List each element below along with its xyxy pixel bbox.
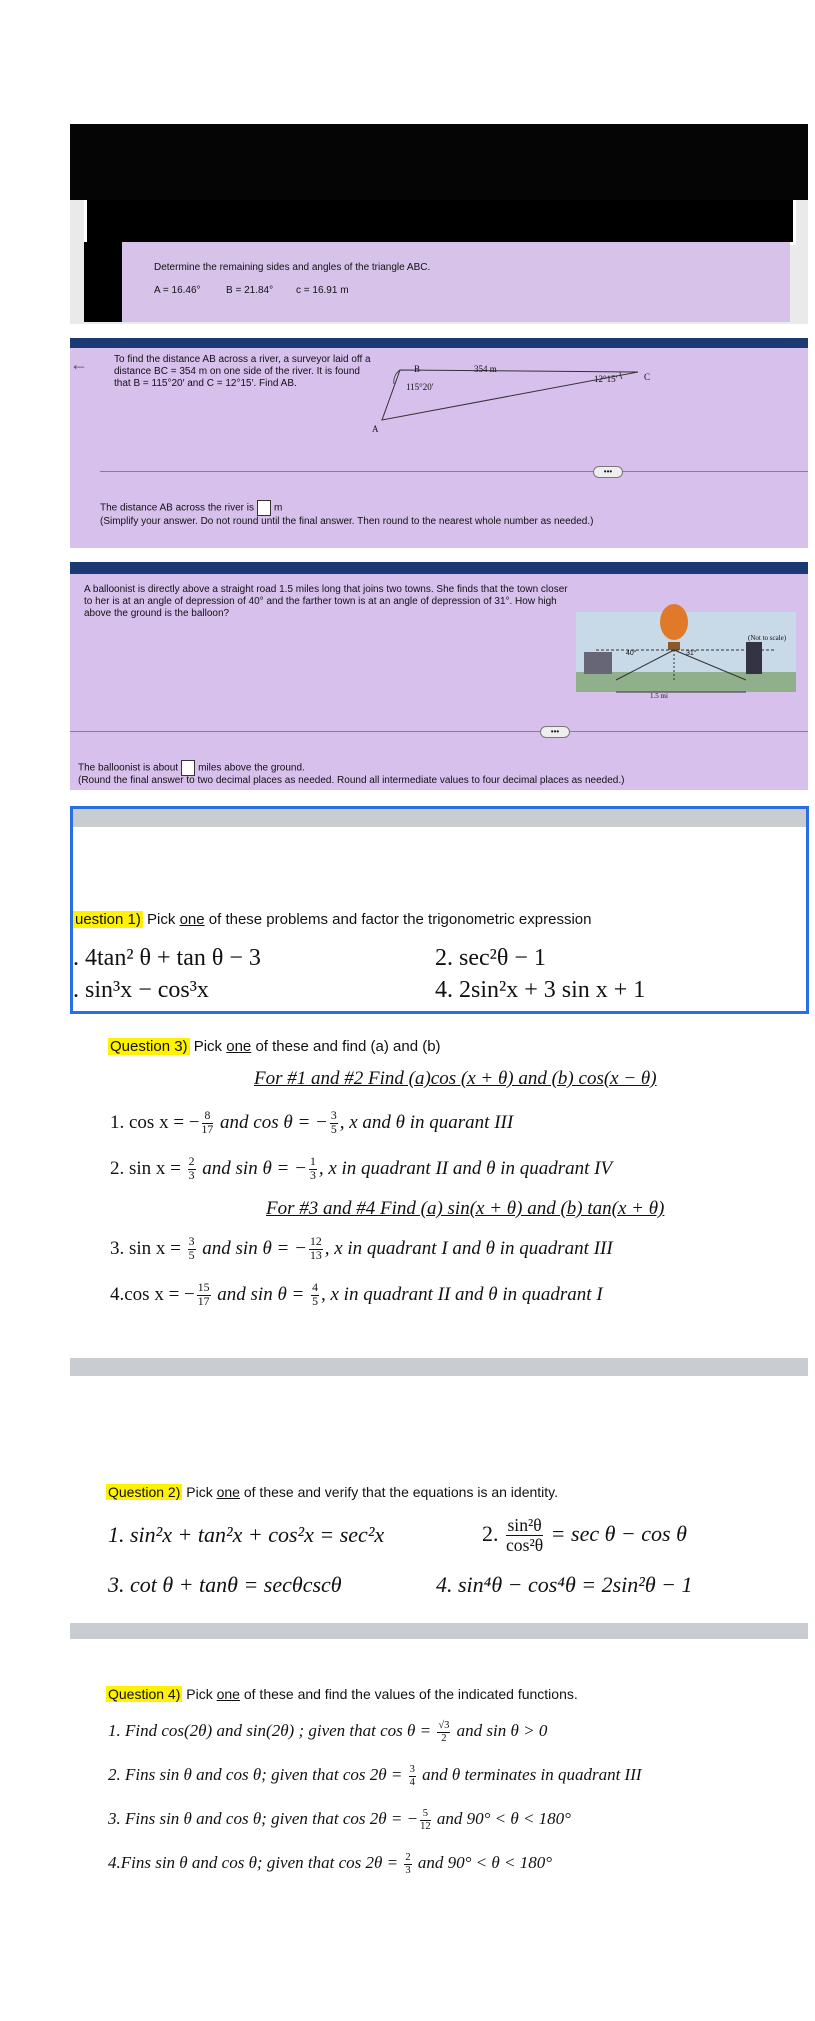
back-arrow-icon[interactable]: ← <box>70 354 88 374</box>
diagram-angle-40: 40° <box>626 650 637 657</box>
question-3-section <box>70 1010 808 1360</box>
q3-heading-2: For #3 and #4 Find (a) sin(x + θ) and (b) tan(x + θ) <box>266 1198 665 1219</box>
q1-problem-2: 2. sec²θ − 1 <box>435 945 546 971</box>
q1-text-a: Pick <box>147 911 176 928</box>
q2-text-b: of these and verify that the equations is an identity. <box>243 1484 559 1500</box>
diagram-distance: 1.5 mi <box>650 692 668 700</box>
q3-item-3: 3. sin x = $\frac{3}{5}$ and sin θ = − $\frac{12}{13}$ , x in quadrant I and θ in quadrant III <box>110 1235 613 1262</box>
q3-heading-1: For #1 and #2 Find (a)cos (x + θ) and (b) cos(x − θ) <box>254 1068 657 1089</box>
diagram-label-a: A <box>372 424 379 434</box>
panel1-prompt: Determine the remaining sides and angles of the triangle ABC. <box>154 262 431 273</box>
answer-input-height[interactable] <box>181 760 195 776</box>
question-3-label: Question 3) <box>110 1038 188 1055</box>
q3-item-1: 1. cos x = − $\frac{8}{17}$ and cos θ = − $\frac{3}{5}$ , x and θ in quarant III <box>110 1109 514 1136</box>
diagram-side-bc: 354 m <box>474 364 497 374</box>
panel3-instruction: (Round the final answer to two decimal places as needed. Round all intermediate values to four decimal places as needed.) <box>78 775 625 786</box>
panel2-problem: To find the distance AB across a river, a surveyor laid off a distance BC = 354 m on one side of the river. It is found that B = 115°20′ and C = 12°15′. Find AB. <box>114 354 371 389</box>
more-button[interactable]: ••• <box>593 466 623 478</box>
q1-problem-3: . sin³x − cos³x <box>73 977 209 1003</box>
q2-problem-2: 2. $\frac{\text{sin²θ}}{\text{cos²θ}}$ = sec θ − cos θ <box>482 1515 687 1556</box>
question-4-section <box>70 1640 808 1900</box>
panel1-angle-a: A = 16.46° <box>154 285 201 296</box>
q2-text-a: Pick <box>186 1484 213 1500</box>
q4-item-4: 4.Fins sin θ and cos θ; given that cos 2θ = $\frac{2}{3}$ and 90° < θ < 180° <box>108 1852 552 1876</box>
question-2-label: Question 2) <box>108 1484 181 1500</box>
q4-item-1: 1. Find cos(2θ) and sin(2θ) ; given that cos θ = $\frac{√3}{2}$ and sin θ > 0 <box>108 1720 548 1744</box>
q3-text-a: Pick <box>193 1038 223 1055</box>
diagram-label-b: B <box>414 364 421 374</box>
panel2-instruction: (Simplify your answer. Do not round until the final answer. Then round to the nearest whole number as needed.) <box>100 516 594 527</box>
panel3-answer-prefix: The balloonist is about <box>78 762 179 774</box>
top-black-band <box>70 124 808 200</box>
question-4-label: Question 4) <box>108 1686 181 1702</box>
q2-problem-3: 3. cot θ + tanθ = secθcscθ <box>108 1572 342 1597</box>
q3-item-4: 4.cos x = − $\frac{15}{17}$ and sin θ = $\frac{4}{5}$ , x in quadrant II and θ in quadrant I <box>110 1281 603 1308</box>
diagram-angle-31: 31° <box>686 650 697 657</box>
question-1-label: uestion 1) <box>75 911 141 928</box>
q3-text-b: of these and find (a) and (b) <box>255 1038 441 1055</box>
diagram-angle-b: 115°20′ <box>406 382 434 392</box>
section-divider <box>70 1623 808 1639</box>
q2-problem-1: 1. sin²x + tan²x + cos²x = sec²x <box>108 1522 385 1547</box>
q3-item-2: 2. sin x = $\frac{2}{3}$ and sin θ = − $\frac{1}{3}$ , x in quadrant II and θ in quadrant IV <box>110 1155 613 1182</box>
panel1-side-c: c = 16.91 m <box>296 285 349 296</box>
divider-line <box>100 471 808 472</box>
q2-problem-4: 4. sin⁴θ − cos⁴θ = 2sin²θ − 1 <box>436 1572 693 1597</box>
q3-text-one: one <box>226 1038 252 1055</box>
screenshot-panel-1 <box>70 200 808 324</box>
q4-text-a: Pick <box>186 1686 213 1702</box>
q1-problem-1: . 4tan² θ + tan θ − 3 <box>73 945 261 971</box>
section-divider <box>70 1358 808 1376</box>
panel3-problem: A balloonist is directly above a straight road 1.5 miles long that joins two towns. She finds that the town closer to her is at an angle of depression of 40° and the farther town is at an angle of depression of 31°. How high above the ground is the balloon? <box>84 584 568 619</box>
q4-item-3: 3. Fins sin θ and cos θ; given that cos 2θ = − $\frac{5}{12}$ and 90° < θ < 180° <box>108 1808 571 1832</box>
diagram-angle-c: 12°15′ <box>594 374 618 384</box>
q4-item-2: 2. Fins sin θ and cos θ; given that cos 2θ = $\frac{3}{4}$ and θ terminates in quadrant III <box>108 1764 642 1788</box>
answer-input-distance[interactable] <box>257 500 271 516</box>
q2-text-one: one <box>216 1484 240 1500</box>
question-2-section <box>70 1380 808 1630</box>
panel2-answer-unit: m <box>273 502 283 514</box>
diagram-label-c: C <box>644 372 651 382</box>
screenshot-panel-3 <box>70 562 808 790</box>
panel2-answer-prefix: The distance AB across the river is <box>100 502 254 514</box>
q1-text-b: of these problems and factor the trigonometric expression <box>208 911 592 928</box>
q1-problem-4: 4. 2sin²x + 3 sin x + 1 <box>435 977 646 1003</box>
panel1-angle-b: B = 21.84° <box>226 285 274 296</box>
not-to-scale-label: (Not to scale) <box>748 634 787 642</box>
q1-text-one: one <box>179 911 205 928</box>
question-1-header-band <box>73 809 806 827</box>
q4-text-one: one <box>216 1686 240 1702</box>
q4-text-b: of these and find the values of the indicated functions. <box>243 1686 578 1702</box>
screenshot-panel-2 <box>70 338 808 548</box>
divider-line <box>70 731 808 732</box>
panel3-answer-suffix: miles above the ground. <box>198 762 305 774</box>
more-button[interactable]: ••• <box>540 726 570 738</box>
question-1-box[interactable] <box>70 806 809 1014</box>
